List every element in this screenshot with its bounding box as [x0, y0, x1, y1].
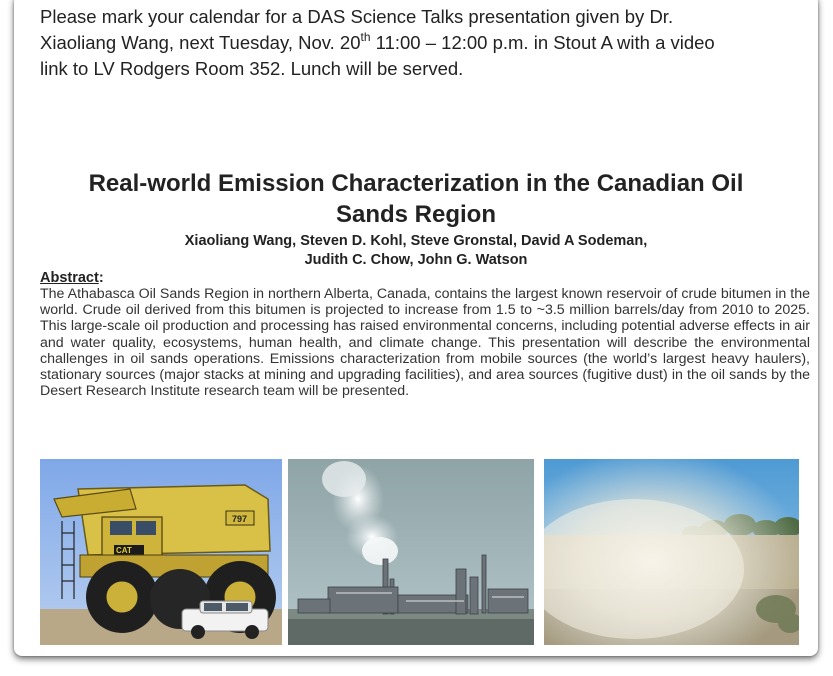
authors-line-2: Judith C. Chow, John G. Watson: [304, 252, 528, 268]
abstract-heading: [40, 270, 104, 287]
document-page: [14, 0, 818, 656]
fugitive-dust-photo: [544, 459, 799, 645]
date-ordinal-suffix: th: [360, 29, 371, 44]
announcement-line-2-start: Xiaoliang Wang, next Tuesday, Nov. 20: [40, 32, 361, 53]
announcement-line-2-end: 11:00 – 12:00 p.m. in Stout A with a video: [370, 32, 715, 53]
upgrading-facility-photo: [288, 459, 534, 645]
announcement-line-3: link to LV Rodgers Room 352. Lunch will be served.: [40, 58, 464, 79]
truck-brand-label: CAT: [116, 546, 132, 555]
abstract-heading-label: Abstract: [40, 270, 99, 286]
talk-authors: [24, 232, 808, 270]
talk-title: [24, 168, 808, 230]
announcement-line-2: [40, 30, 800, 56]
truck-number-label: 797: [232, 514, 248, 524]
announcement-paragraph: [40, 4, 800, 82]
announcement-line-1: Please mark your calendar for a DAS Science Talks presentation given by Dr.: [40, 6, 674, 27]
authors-line-1: Xiaoliang Wang, Steven D. Kohl, Steve Gronstal, David A Sodeman,: [184, 233, 648, 249]
abstract-body: The Athabasca Oil Sands Region in northern Alberta, Canada, contains the largest known reservoir of crude bitumen in the world. Crude oil derived from this bitumen is projected to increase from 1.5 to ~3.5 million barrels/day from 2010 to 2025. This large-scale oil production and processing has raised environmental concerns, including potential adverse effects in air and water quality, ecosystems, human health, and climate change. This presentation will describe the environmental challenges in oil sands operations. Emissions characterization from mobile sources (the world’s largest heavy haulers), stationary sources (major stacks at mining and upgrading facilities), and area sources (fugitive dust) in the oil sands by the Desert Research Institute research team will be presented.: [40, 286, 810, 400]
abstract-heading-colon: :: [98, 270, 104, 286]
haul-truck-photo: [40, 459, 282, 645]
talk-title-line-1: Real-world Emission Characterization in the Canadian Oil: [88, 170, 744, 197]
talk-title-line-2: Sands Region: [335, 201, 497, 228]
